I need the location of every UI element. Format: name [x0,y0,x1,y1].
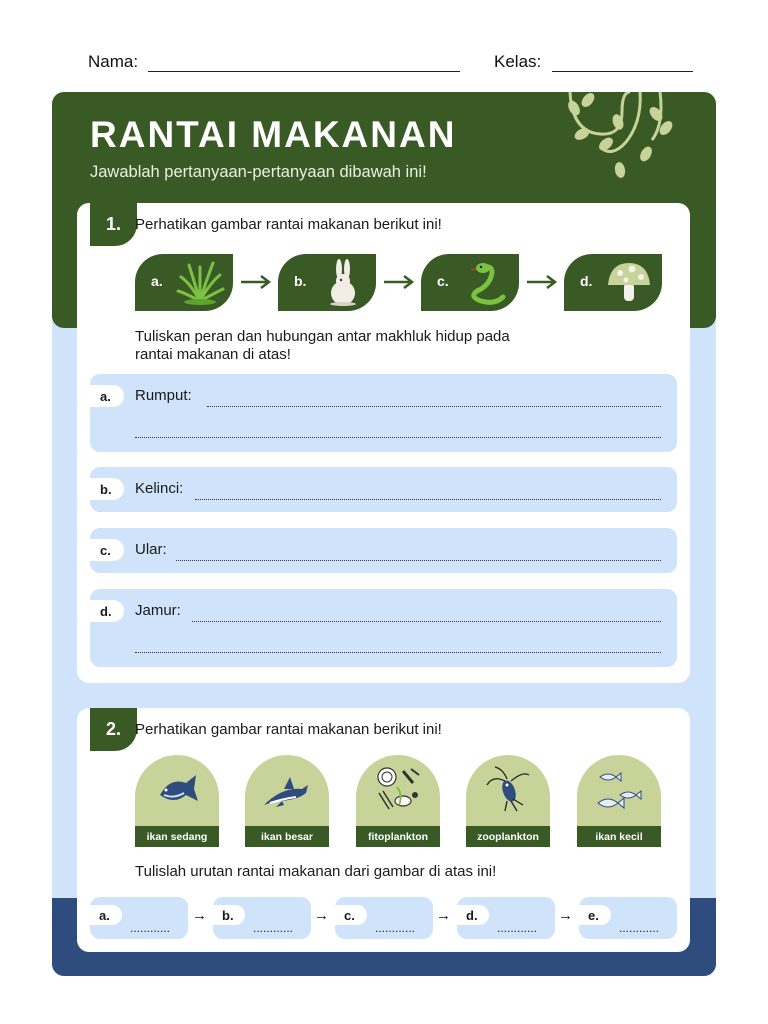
order-letter: c. [335,905,367,925]
tuna-icon [152,765,202,815]
order-box-d[interactable] [457,897,555,939]
answer-line[interactable] [135,437,661,438]
arrow-right-icon [240,275,272,289]
organism-label: ikan kecil [577,826,661,847]
answer-label: Jamur: [135,602,181,619]
question-2-prompt: Perhatikan gambar rantai makanan berikut ini! [135,721,442,738]
answer-letter: a. [90,385,124,407]
chain-letter: a. [151,273,163,289]
arrow-right-icon [383,275,415,289]
organism-card-fitoplankton [356,755,440,847]
order-blank[interactable]: ............ [497,921,538,935]
class-label: Kelas: [494,52,542,71]
chain-item-grass [135,254,233,311]
organism-label: ikan sedang [135,826,219,847]
class-input-line[interactable] [552,71,693,72]
answer-box-kelinci[interactable] [90,467,677,512]
chain-letter: d. [580,273,593,289]
answer-line[interactable] [176,560,661,561]
organism-label: fitoplankton [356,826,440,847]
grass-icon [175,257,225,307]
order-box-e[interactable] [579,897,677,939]
question-1-prompt: Perhatikan gambar rantai makanan berikut ini! [135,216,442,233]
zooplankton-icon [483,765,533,815]
question-1-instruction-line-2: rantai makanan di atas! [135,346,291,363]
chain-item-snake [421,254,519,311]
question-2-number: 2. [90,708,137,751]
name-input-line[interactable] [148,71,460,72]
organism-card-zooplankton [466,755,550,847]
question-1-instruction-line-1: Tuliskan peran dan hubungan antar makhluk hidup pada [135,328,510,345]
order-letter: e. [579,905,611,925]
organism-card-ikan-kecil [577,755,661,847]
answer-letter: c. [90,539,124,561]
organism-card-ikan-besar [245,755,329,847]
order-blank[interactable]: ............ [253,921,294,935]
order-arrow-icon: → [314,907,329,924]
answer-letter: b. [90,478,124,500]
answer-label: Kelinci: [135,480,184,497]
order-box-a[interactable] [90,897,188,939]
organism-label: zooplankton [466,826,550,847]
organism-label: ikan besar [245,826,329,847]
chain-letter: c. [437,273,449,289]
chain-item-rabbit [278,254,376,311]
answer-label: Ular: [135,541,167,558]
order-arrow-icon: → [558,907,573,924]
answer-letter: d. [90,600,124,622]
page-title: RANTAI MAKANAN [90,114,457,155]
order-letter: b. [213,905,245,925]
order-box-c[interactable] [335,897,433,939]
arrow-right-icon [526,275,558,289]
order-letter: a. [90,905,122,925]
question-1-card [77,203,690,683]
question-2-card [77,708,690,952]
order-blank[interactable]: ............ [375,921,416,935]
answer-line[interactable] [195,499,661,500]
phytoplankton-icon [373,765,423,815]
page-subtitle: Jawablah pertanyaan-pertanyaan dibawah ini! [90,163,427,181]
answer-box-rumput[interactable] [90,374,677,452]
small-fish-icon [594,765,644,815]
shark-icon [255,765,319,815]
answer-box-jamur[interactable] [90,589,677,667]
answer-line[interactable] [135,652,661,653]
answer-box-ular[interactable] [90,528,677,573]
chain-letter: b. [294,273,307,289]
vine-decoration-icon [560,92,680,184]
order-blank[interactable]: ............ [130,921,171,935]
answer-line[interactable] [207,406,661,407]
answer-line[interactable] [192,621,661,622]
order-box-b[interactable] [213,897,311,939]
answer-label: Rumput: [135,387,192,404]
name-label: Nama: [88,52,139,71]
order-letter: d. [457,905,489,925]
question-2-instruction: Tulislah urutan rantai makanan dari gambar di atas ini! [135,863,497,880]
question-1-number: 1. [90,203,137,246]
order-arrow-icon: → [192,907,207,924]
chain-item-mushroom [564,254,662,311]
organism-card-ikan-sedang [135,755,219,847]
snake-icon [461,257,511,307]
order-arrow-icon: → [436,907,451,924]
rabbit-icon [318,257,368,307]
order-blank[interactable]: ............ [619,921,660,935]
mushroom-icon [604,257,654,307]
